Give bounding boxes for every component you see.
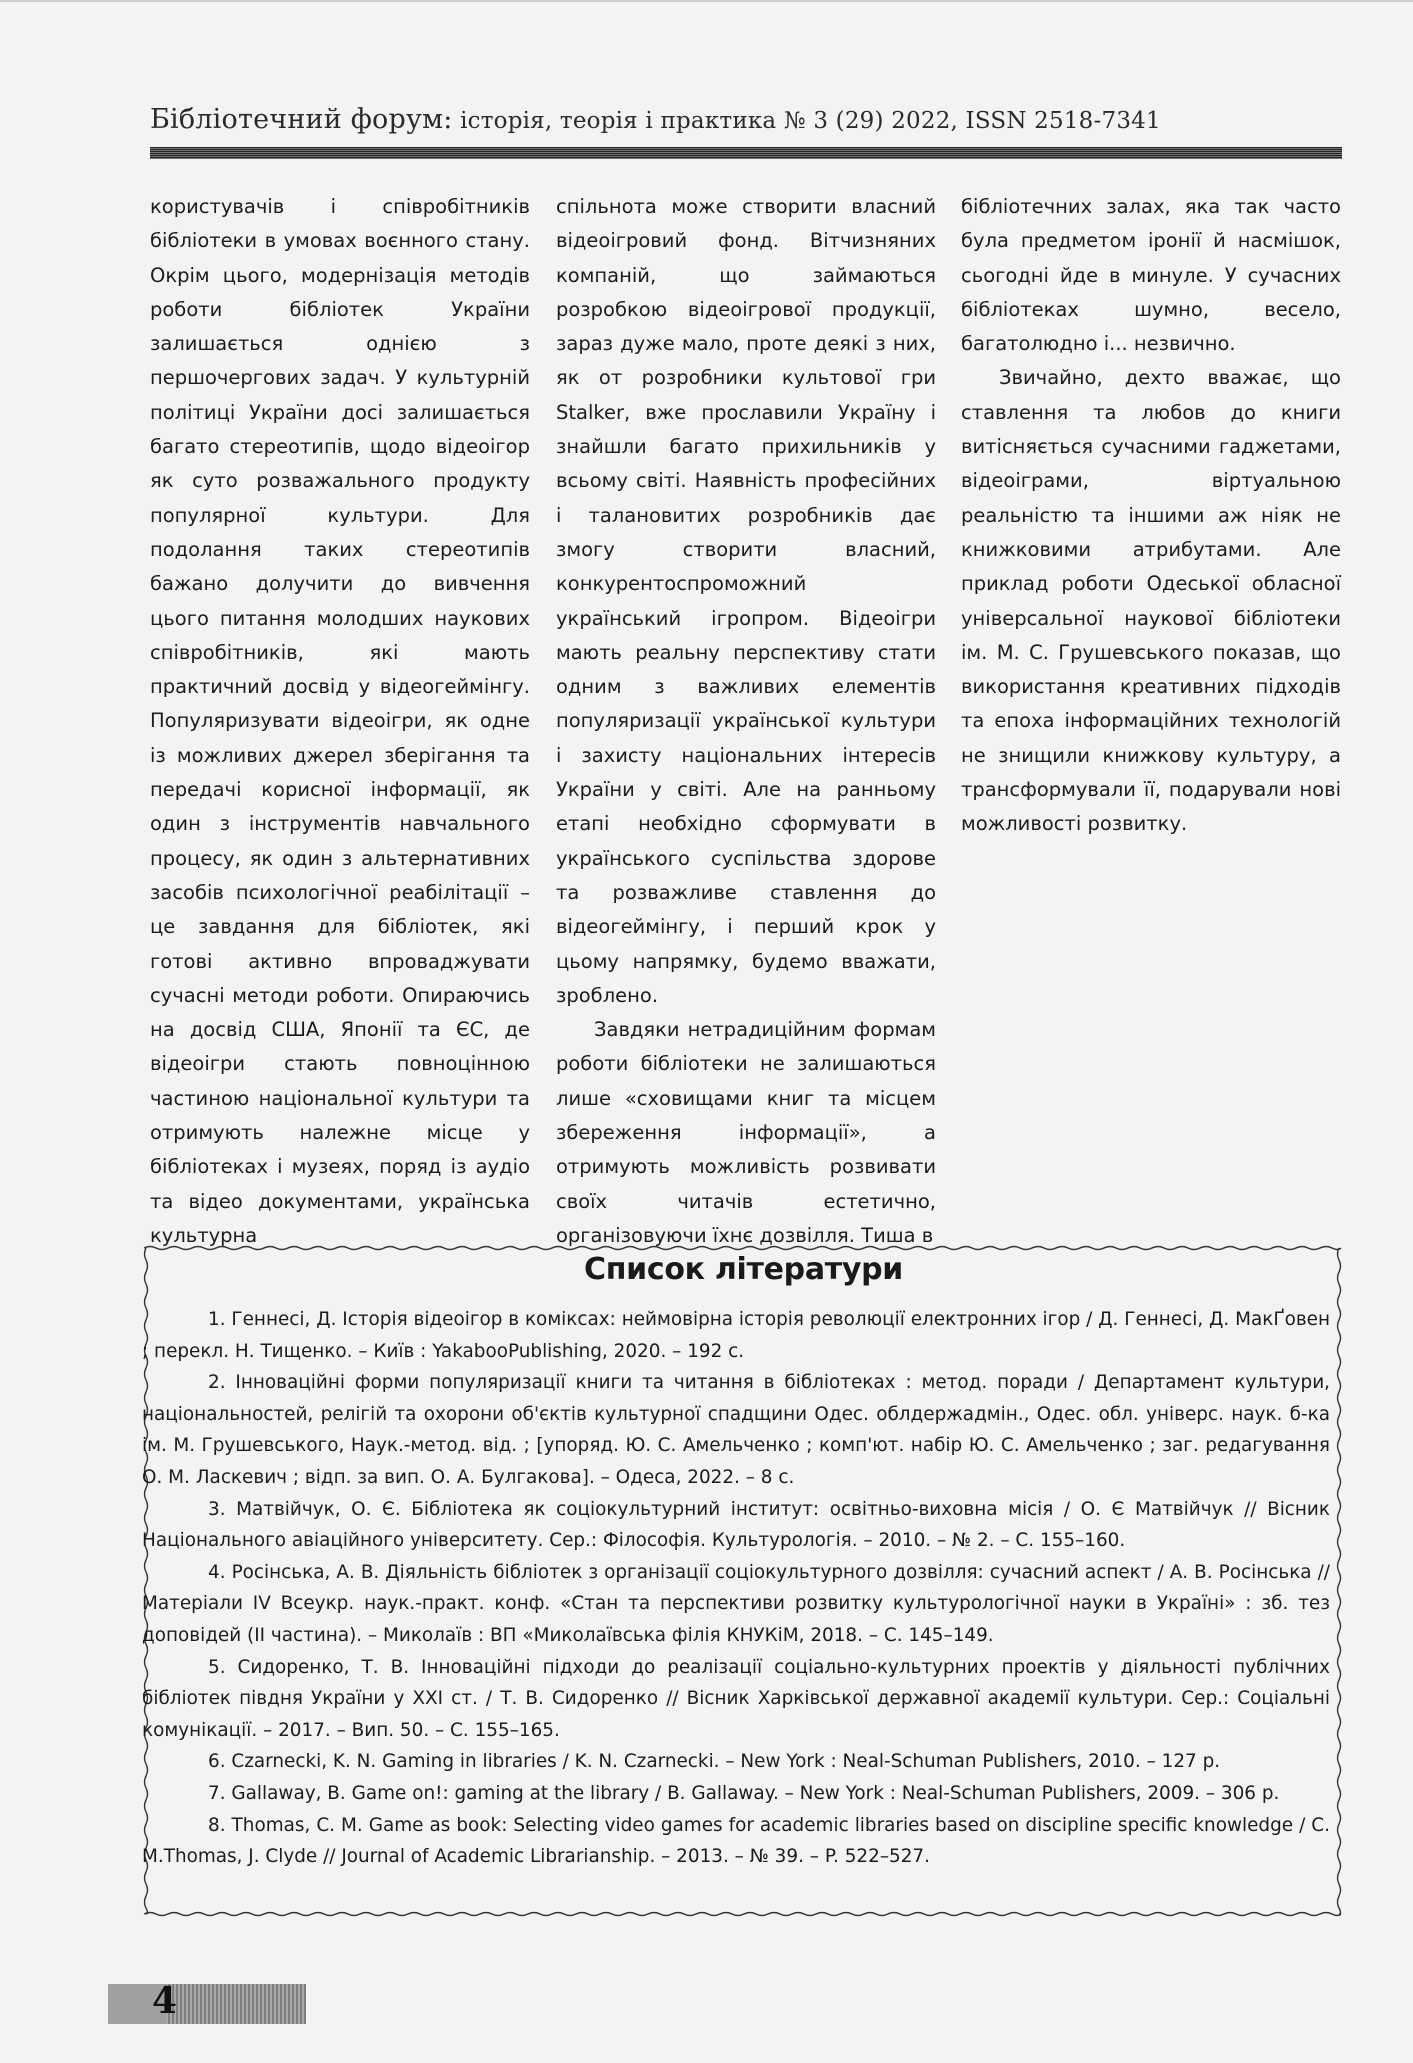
reference-item: 1. Геннесі, Д. Історія відеоігор в коміксах: неймовірна історія революції електронних ігор / Д. Геннесі, Д. МакҐовен ; перекл. Н. Тищенко. – Київ : YakabooPublishing, 2020. – 192 с. — [142, 1309, 1330, 1362]
references-title: Список літератури — [583, 1252, 903, 1287]
column-2 — [556, 190, 936, 1253]
column-1 — [150, 190, 530, 1253]
paragraph: бібліотечних залах, яка так часто була предметом іронії й насмішок, сьогодні йде в минуле. У сучасних бібліотеках шумно, весело, багатолюдно і... незвично. — [961, 195, 1341, 356]
reference-item: 4. Росінська, А. В. Діяльність бібліотек з організації соціокультурного дозвілля: сучасний аспект / А. В. Росінська // Матеріали IV Всеукр. наук.-практ. конф. «Стан та перспективи розвитку культурологічної науки в Україні» : зб. тез доповідей (ІІ частина). – Миколаїв : ВП «Миколаївська філія КНУКіМ, 2018. – С. 145–149. — [142, 1561, 1330, 1646]
journal-title: Бібліотечний форум: — [150, 104, 453, 135]
running-header — [150, 104, 1350, 135]
references-box — [142, 1242, 1345, 1922]
header-rule — [150, 147, 1342, 159]
references-list — [142, 1304, 1330, 1873]
paragraph: користувачів і співробітників бібліотеки в умовах воєнного стану. Окрім цього, модернізація методів роботи бібліотек України залишається однією з першочергових задач. У культурній політиці України досі залишається багато стереотипів, щодо відеоігор як суто розважального продукту популярної культури. Для подолання таких стереотипів бажано долучити до вивчення цього питання молодших наукових співробітників, які мають практичний досвід у відеогеймінгу. Популяризувати відеоігри, як одне із можливих джерел зберігання та передачі корисної інформації, як один з інструментів навчального процесу, як один з альтернативних засобів психологічної реабілітації – це завдання для бібліотек, які готові активно впроваджувати сучасні методи роботи. Опираючись на досвід США, Японії та ЄС, де відеоігри стають повноцінною частиною національної культури та отримують належне місце у бібліотеках і музеях, поряд із аудіо та відео документами, українська культурна — [150, 195, 530, 1247]
paragraph: Звичайно, дехто вважає, що ставлення та любов до книги витісняється сучасними гаджетами, відеоіграми, віртуальною реальністю та іншими аж ніяк не книжковими атрибутами. Але приклад роботи Одеської обласної універсальної наукової бібліотеки ім. М. С. Грушевського показав, що використання креативних підходів та епоха інформаційних технологій не знищили книжкову культуру, а трансформували її, подарували нові можливості розвитку. — [961, 366, 1341, 836]
paragraph: Завдяки нетрадиційним формам роботи бібліотеки не залишаються лише «сховищами книг та місцем збереження інформації», а отримують можливість розвивати своїх читачів естетично, організовуючи їхнє дозвілля. Тиша в — [556, 1018, 936, 1247]
paragraph: спільнота може створити власний відеоігровий фонд. Вітчизняних компаній, що займаються розробкою відеоігрової продукції, зараз дуже мало, проте деякі з них, як от розробники культової гри Stalker, вже прославили Україну і знайшли багато прихильників у всьому світі. Наявність професійних і талановитих розробників дає змогу створити власний, конкурентоспроможний український ігропром. Відеоігри мають реальну перспективу стати одним з важливих елементів популяризації української культури і захисту національних інтересів України у світі. Але на ранньому етапі необхідно сформувати в українського суспільства здорове та розважливе ставлення до відеогеймінгу, і перший крок у цьому напрямку, будемо вважати, зроблено. — [556, 195, 936, 1007]
footer-bar — [108, 1984, 306, 2024]
reference-item: 6. Czarnecki, K. N. Gaming in libraries / K. N. Czarnecki. – New York : Neal-Schuman Publishers, 2010. – 127 p. — [208, 1751, 1221, 1773]
reference-item: 3. Матвійчук, О. Є. Бібліотека як соціокультурний інститут: освітньо-виховна місія / О. Є Матвійчук // Вісник Національного авіаційного університету. Сер.: Філософія. Культурологія. – 2010. – № 2. – С. 155–160. — [142, 1498, 1330, 1552]
reference-item: 2. Інноваційні форми популяризації книги та читання в бібліотеках : метод. поради / Департамент культури, національностей, релігій та охорони об'єктів культурної спадщини Одес. облдержадмін., Одес. обл. універс. наук. б-ка ім. М. Грушевського, Наук.-метод. від. ; [упоряд. Ю. С. Амельченко ; комп'ют. набір Ю. С. Амельченко ; заг. редагування О. М. Ласкевич ; відп. за вип. О. А. Булгакова]. – Одеса, 2022. – 8 с. — [142, 1372, 1330, 1488]
reference-item: 8. Thomas, C. M. Game as book: Selecting video games for academic libraries based on discipline specific knowledge / C. M.Thomas, J. Clyde // Journal of Academic Librarianship. – 2013. – № 39. – P. 522–527. — [142, 1814, 1330, 1868]
column-3 — [961, 190, 1341, 842]
body-columns — [150, 190, 1342, 1247]
page-number: 4 — [152, 1980, 178, 2022]
journal-issue-info: історія, теорія і практика № 3 (29) 2022, ISSN 2518-7341 — [452, 108, 1161, 134]
reference-item: 7. Gallaway, B. Game on!: gaming at the library / B. Gallaway. – New York : Neal-Schuman Publishers, 2009. – 306 p. — [208, 1782, 1280, 1804]
scan-top-edge — [0, 0, 1413, 2]
reference-item: 5. Сидоренко, Т. В. Інноваційні підходи до реалізації соціально-культурних проектів у діяльності публічних бібліотек півдня України у XXI ст. / Т. В. Сидоренко // Вісник Харківської державної академії культури. Сер.: Соціальні комунікації. – 2017. – Вип. 50. – С. 155–165. — [142, 1656, 1330, 1741]
